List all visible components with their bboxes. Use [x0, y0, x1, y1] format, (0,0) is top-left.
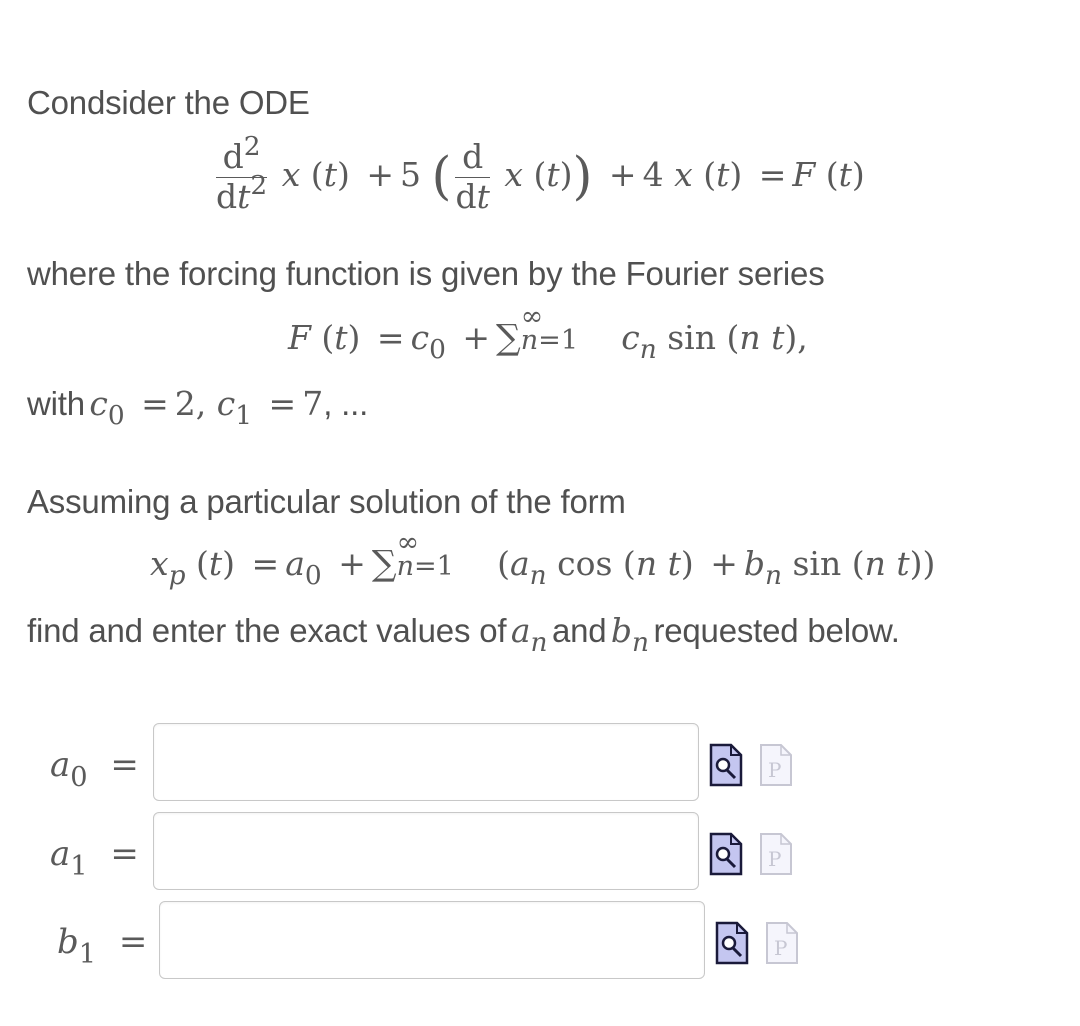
- answer-input-a1[interactable]: [153, 812, 699, 890]
- answer-label-a1: $a_1$ =: [50, 834, 139, 882]
- assumption-text: Assuming a particular solution of the form: [27, 483, 626, 520]
- intro-text: Condsider the ODE: [27, 84, 310, 121]
- instruction-text: find and enter the exact values of $a_n$ and $b_n$ requested below.: [27, 611, 900, 659]
- svg-text:P: P: [774, 936, 788, 960]
- svg-text:P: P: [768, 847, 782, 871]
- p-document-icon[interactable]: [765, 921, 799, 965]
- answer-label-a0: $a_0$ =: [50, 745, 139, 793]
- p-document-icon[interactable]: [759, 832, 793, 876]
- magnifier-preview-icon[interactable]: [709, 743, 743, 787]
- first-derivative-operator: $\frac{d}{dt}$: [455, 137, 490, 216]
- magnifier-preview-icon[interactable]: [709, 832, 743, 876]
- svg-text:P: P: [768, 758, 782, 782]
- magnifier-preview-icon[interactable]: [715, 921, 749, 965]
- ode-equation: $\frac{d^2}{dt^2}$ x (t) + 5 ( $\frac{d}{dt}$ x (t)) + 4 x (t) = F (t): [216, 130, 865, 216]
- answer-input-b1[interactable]: [159, 901, 705, 979]
- second-derivative-operator: $\frac{d^2}{dt^2}$: [216, 130, 268, 216]
- particular-solution-equation: $x_p$ $(t) = a_0$ + ∑ ∞ n=1 ($a_n$ cos (n $t) + b_n$ sin (n t)): [150, 527, 936, 592]
- forcing-description: where the forcing function is given by the Fourier series: [27, 255, 825, 292]
- forcing-series-equation: F $(t) = c_0$ + ∑ ∞ n=1 $c_n$ sin (n t),: [288, 301, 808, 366]
- answer-label-b1: $b_1$ =: [57, 922, 148, 970]
- coefficients-given: with $c_0 = 2$, $c_1 = 7$, ...: [27, 384, 369, 432]
- answer-input-a0[interactable]: [153, 723, 699, 801]
- p-document-icon[interactable]: [759, 743, 793, 787]
